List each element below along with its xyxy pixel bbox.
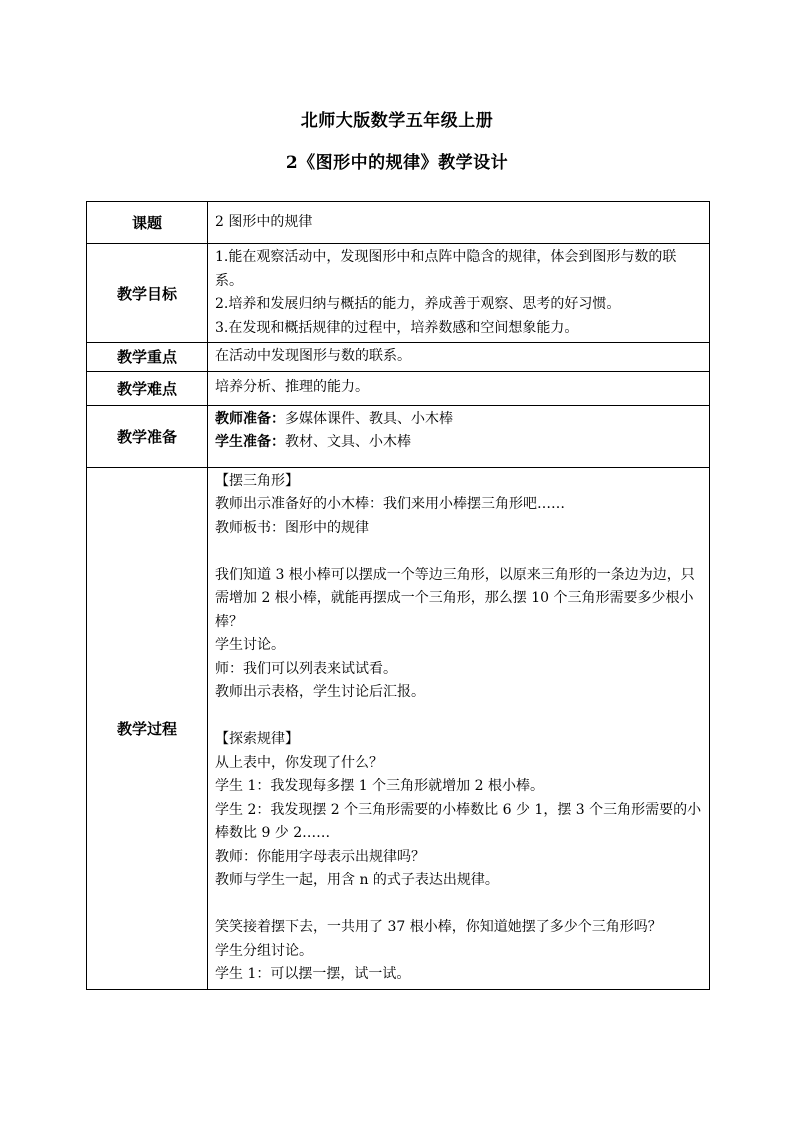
row-process <box>87 467 710 989</box>
process-paragraph: 从上表中，你发现了什么？ <box>215 754 383 771</box>
row-key-point <box>87 343 710 372</box>
preparation-label: 教学准备 <box>87 405 208 467</box>
process-paragraph: 教师与学生一起，用含 n 的式子表达出规律。 <box>215 872 499 888</box>
process-paragraph: 笑笑接着摆下去，一共用了 37 根小棒，你知道她摆了多少个三角形吗？ <box>215 919 662 935</box>
teacher-preparation <box>215 408 704 432</box>
student-preparation-value: 教材、文具、小木棒 <box>285 434 411 450</box>
row-preparation <box>87 405 710 467</box>
process-content <box>208 467 710 989</box>
process-paragraph: 教师：你能用字母表示出规律吗？ <box>215 848 425 865</box>
blank-line <box>215 705 704 729</box>
row-topic <box>87 202 710 244</box>
blank-line <box>215 540 704 564</box>
goal-item: 1.能在观察活动中，发现图形中和点阵中隐含的规律，体会到图形与数的联系。 <box>215 249 677 289</box>
row-difficulty <box>87 371 710 405</box>
key-point-label: 教学重点 <box>87 343 208 372</box>
preparation-content <box>208 405 710 467</box>
difficulty-value: 培养分析、推理的能力。 <box>208 371 710 405</box>
document-title: 北师大版数学五年级上册 <box>300 111 494 131</box>
process-paragraph: 学生 2：我发现摆 2 个三角形需要的小棒数比 6 少 1，摆 3 个三角形需要的小棒数比 9 少 2…… <box>215 801 702 841</box>
goal-item: 2.培养和发展归纳与概括的能力，养成善于观察、思考的好习惯。 <box>215 296 621 312</box>
process-paragraph: 教师出示准备好的小木棒：我们来用小棒摆三角形吧…… <box>215 496 565 512</box>
teacher-preparation-label: 教师准备： <box>215 410 285 427</box>
process-paragraph: 教师板书：图形中的规律 <box>215 519 369 536</box>
section-heading: 【摆三角形】 <box>215 472 299 489</box>
student-preparation-label: 学生准备： <box>215 434 285 450</box>
difficulty-label: 教学难点 <box>87 371 208 405</box>
key-point-value: 在活动中发现图形与数的联系。 <box>208 343 710 372</box>
document-subtitle: 2《图形中的规律》教学设计 <box>285 153 509 173</box>
process-paragraph: 我们知道 3 根小棒可以摆成一个等边三角形，以原来三角形的一条边为边，只需增加 2 根小棒，就能再摆成一个三角形，那么摆 10 个三角形需要多少根小棒？ <box>215 566 695 630</box>
blank-line <box>215 893 704 917</box>
process-paragraph: 学生讨论。 <box>215 637 285 653</box>
topic-label: 课题 <box>87 202 208 244</box>
lesson-plan-table <box>86 201 710 990</box>
goals-label: 教学目标 <box>87 244 208 343</box>
topic-value: 2 图形中的规律 <box>208 202 710 244</box>
goal-item: 3.在发现和概括规律的过程中，培养数感和空间想象能力。 <box>215 319 579 336</box>
process-paragraph: 教师出示表格，学生讨论后汇报。 <box>215 684 425 700</box>
student-preparation <box>215 431 704 455</box>
section-heading: 【探索规律】 <box>215 731 299 747</box>
row-goals <box>87 244 710 343</box>
process-label: 教学过程 <box>87 467 208 989</box>
process-paragraph: 学生 1：可以摆一摆，试一试。 <box>215 966 411 982</box>
process-paragraph: 学生分组讨论。 <box>215 942 313 959</box>
process-paragraph: 师：我们可以列表来试试看。 <box>215 660 397 677</box>
teacher-preparation-value: 多媒体课件、教具、小木棒 <box>285 410 453 427</box>
process-paragraph: 学生 1：我发现每多摆 1 个三角形就增加 2 根小棒。 <box>215 778 544 794</box>
goals-content <box>208 244 710 343</box>
